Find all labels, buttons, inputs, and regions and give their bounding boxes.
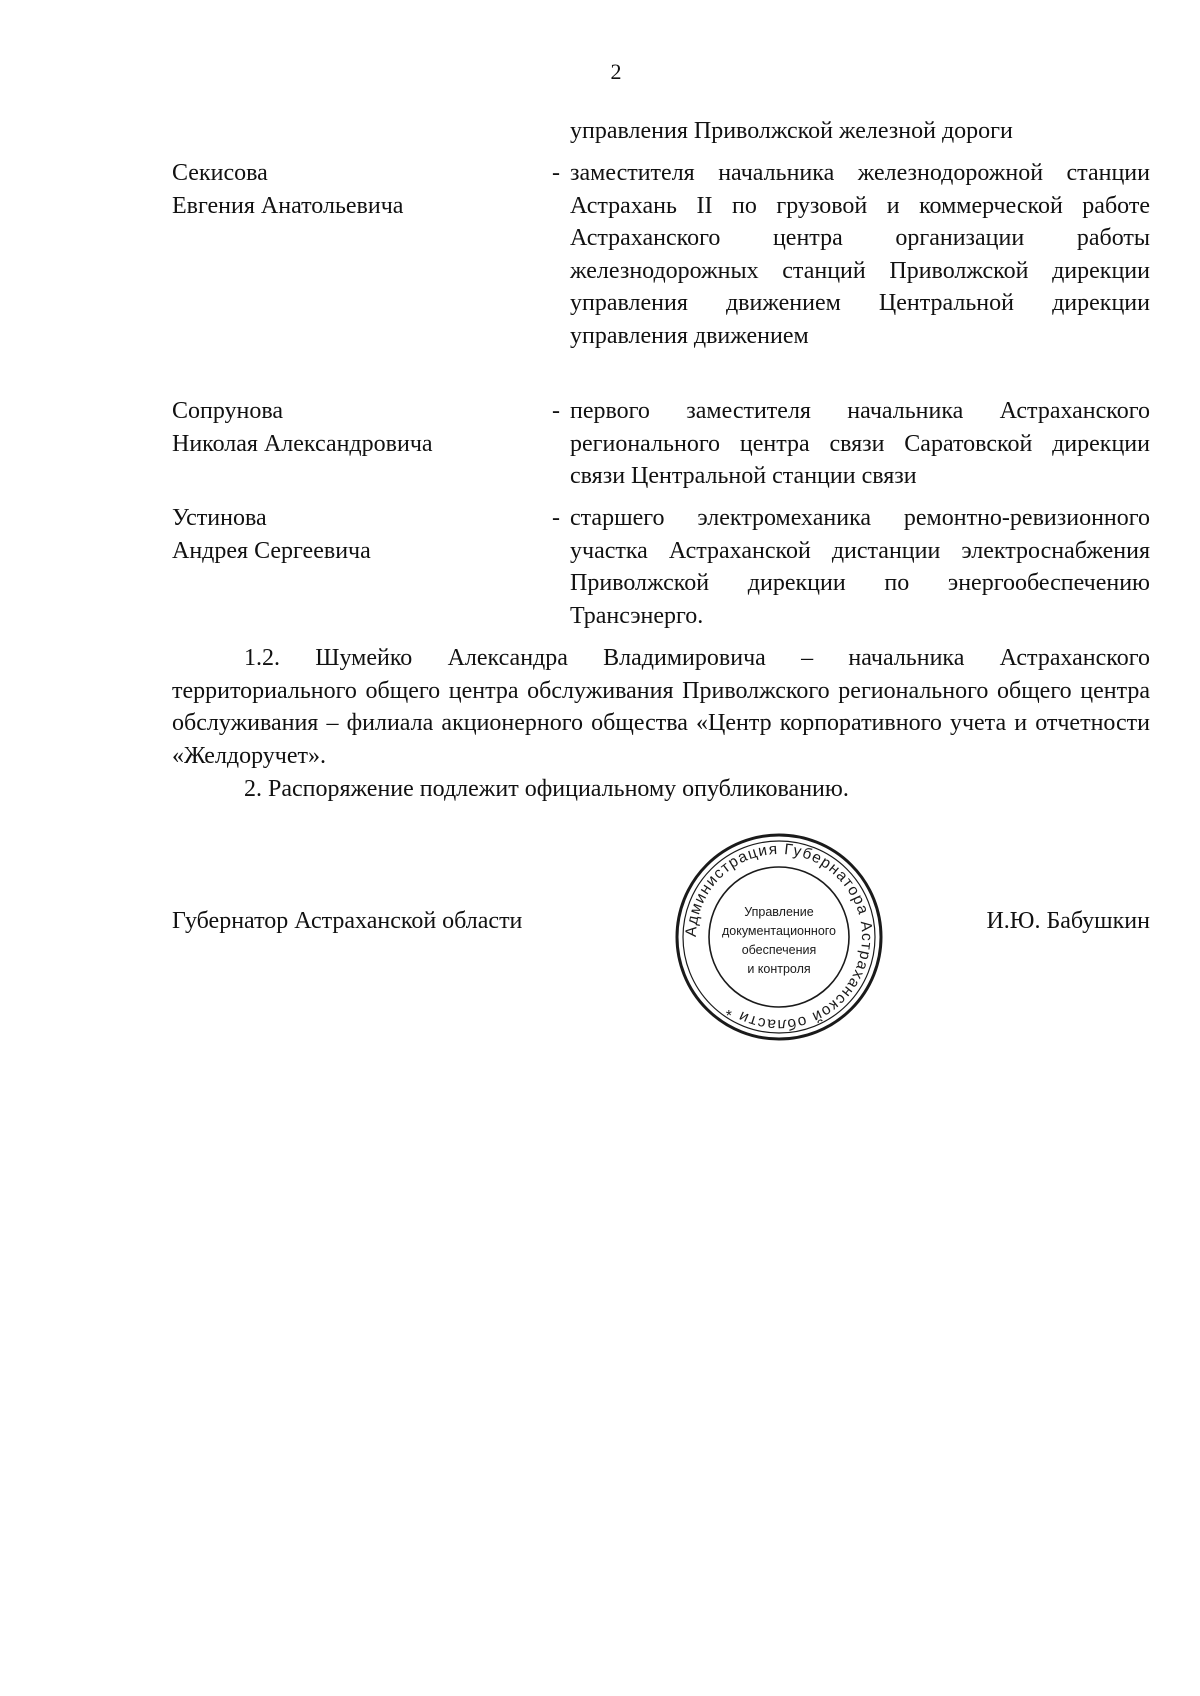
signatory-position: Губернатор Астраханской области [172,908,523,934]
paragraph-2: 2. Распоряжение подлежит официальному опубликованию. [244,776,849,802]
continuation-line: управления Приволжской железной дороги [570,118,1013,144]
signatory-name: И.Ю. Бабушкин [986,908,1150,934]
page-number: 2 [610,59,622,84]
seal-center-line: обеспечения [741,943,817,957]
entry-given-name: Андрея Сергеевича [172,537,371,564]
entry-dash: - [552,505,560,531]
seal-ring-text: Администрация Губернатора Астраханской области * [682,840,876,1034]
entry-person-name [172,502,532,567]
entry-surname: Сопрунова [172,398,284,424]
signature-block [172,905,1150,941]
list-entry-sekisov [172,157,1150,377]
entry-person-name [172,157,532,222]
entry-surname: Устинова [172,505,267,531]
entry-surname: Секисова [172,160,268,186]
entry-person-name [172,395,532,460]
entry-description: первого заместителя начальника Астраханского регионального центра связи Саратовской дирекции связи Центральной станции связи [570,398,1150,489]
seal-center-line: документационного [721,924,837,938]
list-entry-soprunov [172,395,1150,495]
entry-dash: - [552,160,560,186]
seal-center-line: Управление [744,905,814,919]
entry-dash: - [552,398,560,424]
seal-graphic [674,832,884,1042]
entry-given-name: Евгения Анатольевича [172,192,404,219]
seal-center-line: и контроля [747,962,811,976]
list-entry-ustinov [172,502,1150,632]
paragraph-1-2: 1.2. Шумейко Александра Владимировича – начальника Астраханского территориального общего центра обслуживания Приволжского регионального общего центра обслуживания – филиала акционерного общества «Центр корпоративного учета и отчетности «Желдоручет». [172,645,1150,769]
entry-description: заместителя начальника железнодорожной станции Астрахань II по грузовой и коммерческой работе Астраханского центра организации работы железнодорожных станций Приволжской дирекции управления движением Центральной дирекции управления движением [570,160,1150,349]
official-seal [674,832,884,1042]
entry-given-name: Николая Александровича [172,430,433,457]
entry-description: старшего электромеханика ремонтно-ревизионного участка Астраханской дистанции электроснабжения Приволжской дирекции по энергообеспечению Трансэнерго. [570,505,1150,629]
